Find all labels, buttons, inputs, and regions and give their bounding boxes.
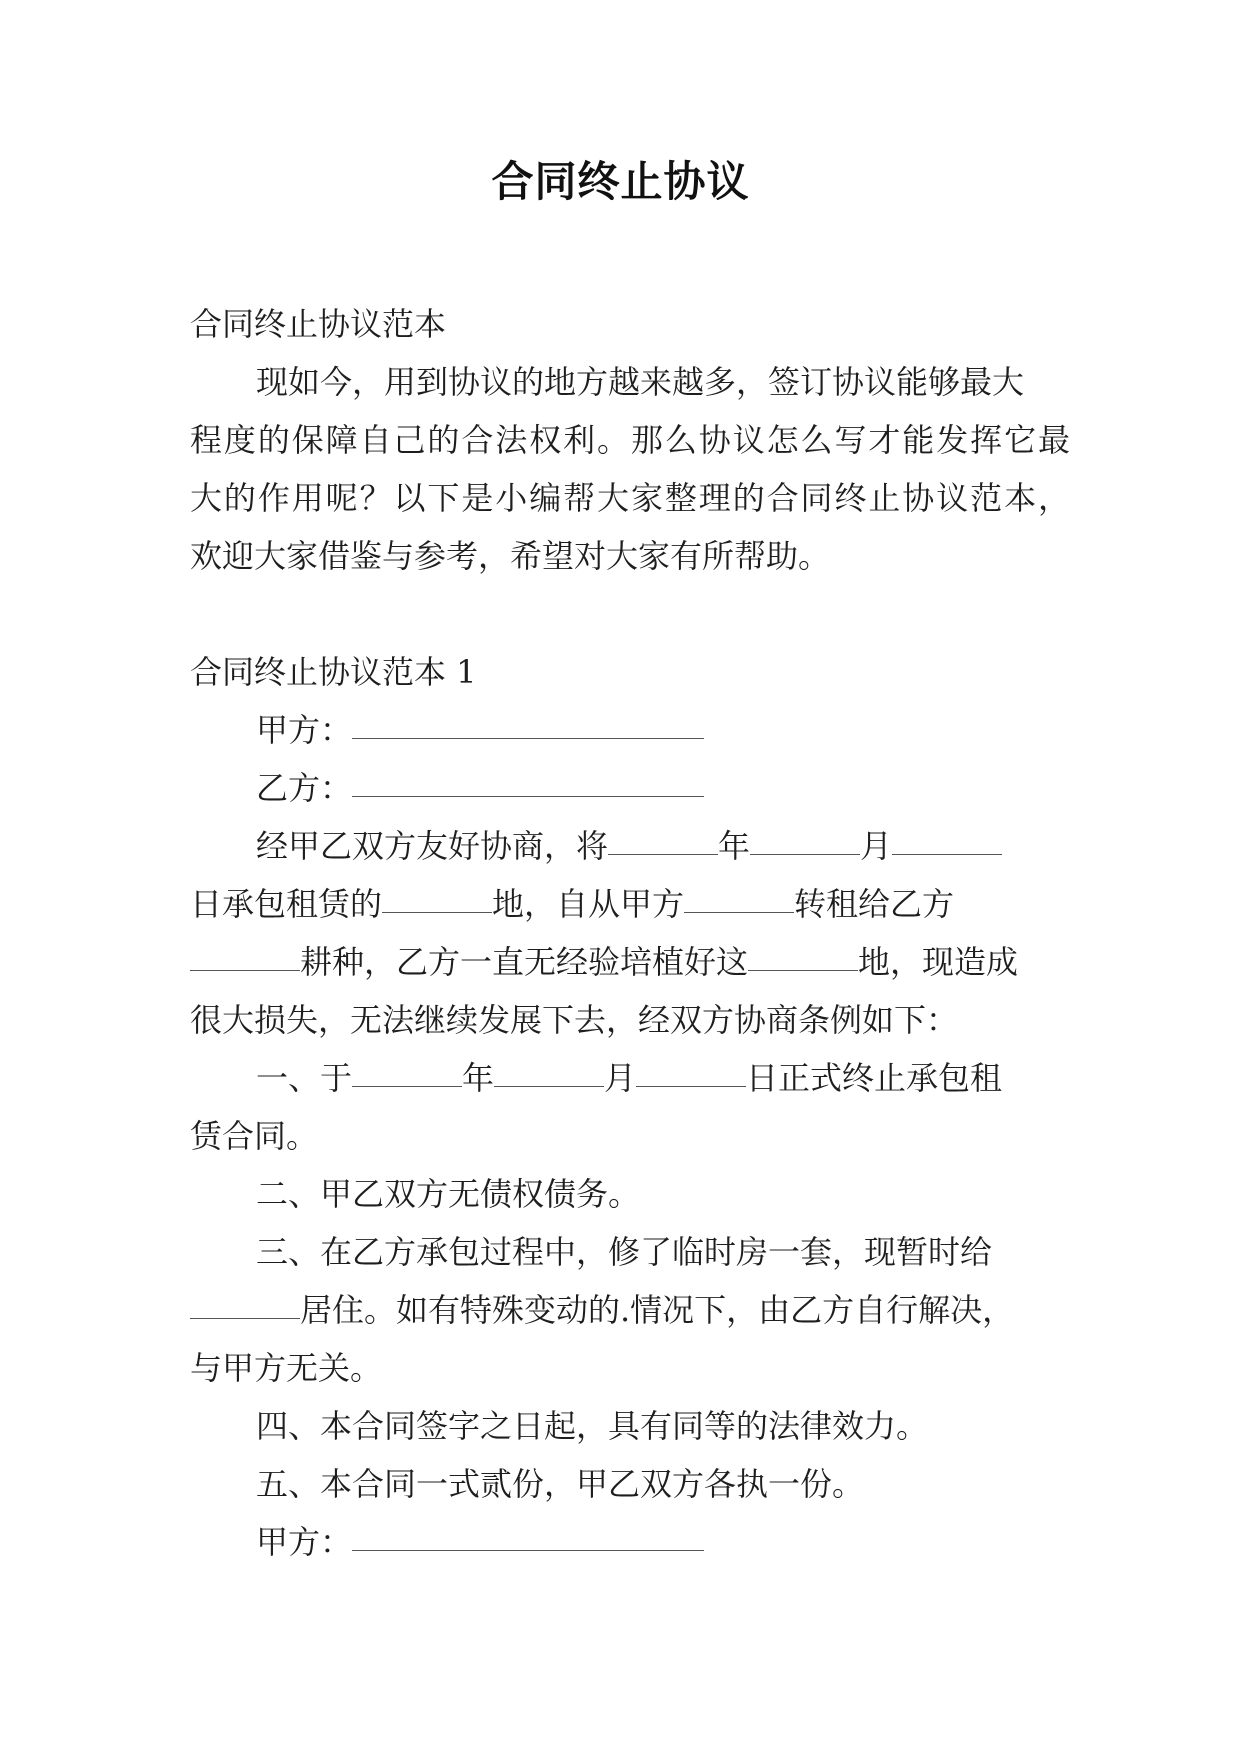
fill-blank — [382, 880, 492, 913]
party-a-label: 甲方： — [256, 711, 353, 749]
para1-text: 转租给乙方 — [794, 885, 955, 923]
para1-text: 日承包租赁的 — [190, 885, 383, 923]
date-blank — [352, 1054, 462, 1087]
clause4: 四、本合同签字之日起，具有同等的法律效力。 — [256, 1407, 929, 1445]
fill-blank — [190, 938, 300, 971]
para1-line-3 — [190, 934, 1070, 990]
date-blank — [494, 1054, 604, 1087]
month-label: 月 — [604, 1059, 637, 1097]
para1-line-4: 很大损失，无法继续发展下去，经双方协商条例如下： — [190, 1001, 959, 1039]
clause3-line-2 — [190, 1282, 1070, 1338]
clause3-text: 居住。如有特殊变动的.情况下，由乙方自行解决， — [300, 1291, 1015, 1329]
para1-text: 耕种，乙方一直无经验培植好这 — [300, 943, 749, 981]
sample1-heading: 合同终止协议范本 1 — [190, 653, 477, 691]
clause1-line-2: 赁合同。 — [190, 1117, 319, 1155]
date-blank — [892, 822, 1002, 855]
party-b-line — [256, 760, 1136, 816]
intro-line-2: 程度的保障自己的合法权利。那么协议怎么写才能发挥它最 — [190, 421, 1070, 459]
intro-line-1: 现如今，用到协议的地方越来越多，签订协议能够最大 — [256, 363, 1025, 401]
party-b-label: 乙方： — [256, 769, 353, 807]
month-label: 月 — [860, 827, 893, 865]
clause3-line-3: 与甲方无关。 — [190, 1349, 383, 1387]
intro-heading: 合同终止协议范本 — [190, 305, 447, 343]
clause1-line-1 — [256, 1050, 1046, 1106]
para1-text: 地，自从甲方 — [492, 885, 685, 923]
year-label: 年 — [718, 827, 751, 865]
clause1-text: 日正式终止承包租 — [746, 1059, 1003, 1097]
para1-text: 经甲乙双方友好协商，将 — [256, 827, 609, 865]
para1-line-1 — [256, 818, 1046, 874]
clause1-text: 一、于 — [256, 1059, 353, 1097]
para1-line-2 — [190, 876, 1070, 932]
party-a-sign-line — [256, 1514, 1136, 1570]
para1-text: 地，现造成 — [858, 943, 1019, 981]
date-blank — [608, 822, 718, 855]
party-a-blank — [352, 706, 704, 739]
fill-blank — [748, 938, 858, 971]
party-a-line — [256, 702, 1136, 758]
party-a-sign-blank — [352, 1518, 704, 1551]
clause3-line-1: 三、在乙方承包过程中，修了临时房一套，现暂时给 — [256, 1233, 993, 1271]
clause5: 五、本合同一式贰份，甲乙双方各执一份。 — [256, 1465, 865, 1503]
clause2: 二、甲乙双方无债权债务。 — [256, 1175, 641, 1213]
fill-blank — [684, 880, 794, 913]
date-blank — [636, 1054, 746, 1087]
document-title: 合同终止协议 — [491, 157, 750, 206]
intro-line-3: 大的作用呢？以下是小编帮大家整理的合同终止协议范本， — [190, 479, 1070, 517]
fill-blank — [190, 1286, 300, 1319]
date-blank — [750, 822, 860, 855]
year-label: 年 — [462, 1059, 495, 1097]
party-a-sign-label: 甲方： — [256, 1523, 353, 1561]
party-b-blank — [352, 764, 704, 797]
intro-line-4: 欢迎大家借鉴与参考，希望对大家有所帮助。 — [190, 537, 831, 575]
